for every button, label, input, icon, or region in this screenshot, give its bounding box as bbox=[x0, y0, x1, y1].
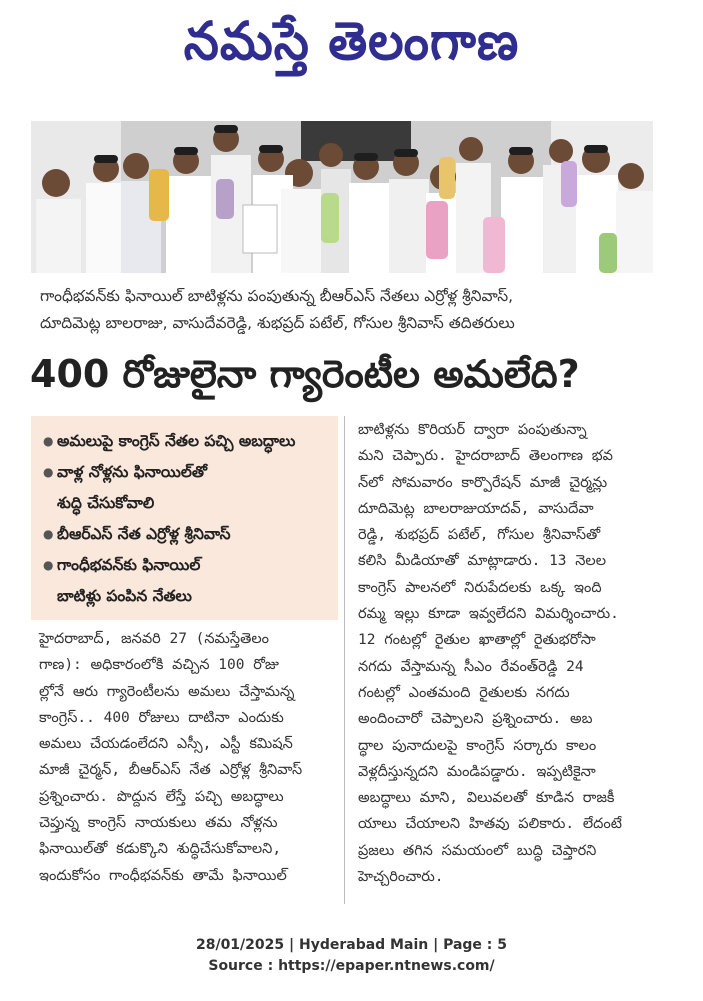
body-line: ప్రశ్నించారు. పొద్దున లేస్తే పచ్చి అబద్ధాలు bbox=[39, 788, 284, 805]
highlight-item bbox=[43, 550, 326, 581]
body-line: ద్ధాల పునాదులపై కాంగ్రెస్ సర్కారు కాలం bbox=[358, 737, 597, 754]
bullet-icon: ● bbox=[43, 527, 54, 541]
bullet-icon: ● bbox=[43, 558, 54, 572]
body-line: బాటిళ్లను కొరియర్ ద్వారా పంపుతున్నా bbox=[358, 422, 587, 438]
body-line: గాణ): అధికారంలోకి వచ్చిన 100 రోజు bbox=[39, 657, 279, 674]
highlights-box bbox=[31, 416, 338, 620]
body-line: కలిసి మీడియాతో మాట్లాడారు. 13 నెలల bbox=[358, 553, 606, 570]
highlight-item bbox=[43, 519, 326, 550]
body-line: వెళ్లదీస్తున్నదని మండిపడ్డారు. ఇప్పటికైనా bbox=[358, 763, 596, 780]
highlight-text: బాటిళ్లు పంపిన నేతలు bbox=[57, 587, 192, 605]
body-line: రెడ్డి, శుభప్రద్ పటేల్, గోసుల శ్రీనివాస్‌తో bbox=[358, 527, 601, 544]
body-line: ల్లోనే ఆరు గ్యారెంటీలను అమలు చేస్తామన్న bbox=[39, 683, 295, 700]
highlight-text: అమలుపై కాంగ్రెస్ నేతల పచ్చి అబద్ధాలు bbox=[57, 432, 296, 450]
body-line: మని చెప్పారు. హైదరాబాద్ తెలంగాణ భవ bbox=[358, 448, 613, 465]
column-divider bbox=[344, 416, 345, 904]
body-line: 12 గంటల్లో రైతుల ఖాతాల్లో రైతుభరోసా bbox=[358, 632, 596, 649]
body-line: నగదు వేస్తామన్న సీఎం రేవంత్‌రెడ్డి 24 bbox=[358, 658, 584, 675]
group-of-leaders-photo bbox=[31, 121, 653, 273]
body-line: ఫినాయిల్‌తో కడుక్కొని శుద్ధిచేసుకోవాలని, bbox=[39, 841, 282, 858]
body-line: మాజీ చైర్మన్, బీఆర్ఎస్ నేత ఎర్రోళ్ల శ్రీనివాస్ bbox=[39, 762, 303, 779]
newspaper-masthead: నమస్తే తెలంగాణ bbox=[183, 9, 520, 72]
body-line: కాంగ్రెస్ పాలనలో నిరుపేదలకు ఒక్క ఇంది bbox=[358, 579, 602, 596]
news-photo bbox=[31, 121, 653, 273]
highlight-text: శుద్ధి చేసుకోవాలి bbox=[57, 494, 155, 512]
body-line: ఇందుకోసం గాంధీభవన్‌కు తామే ఫినాయిల్ bbox=[39, 867, 287, 884]
body-line: కాంగ్రెస్.. 400 రోజులు దాటినా ఎందుకు bbox=[39, 709, 284, 726]
body-line: రమ్మ ఇల్లు కూడా ఇవ్వలేదని విమర్శించారు. bbox=[358, 606, 619, 623]
photo-caption-line: గాంధీభవన్‌కు ఫినాయిల్ బాటిళ్లను పంపుతున్న బీఆర్ఎస్ నేతలు ఎర్రోళ్ల శ్రీనివాస్, bbox=[40, 287, 514, 305]
highlight-item bbox=[43, 457, 326, 488]
body-line: యాలు చేయాలని హితవు పలికారు. లేదంటే bbox=[358, 816, 622, 833]
body-line: చెప్తున్న కాంగ్రెస్ నాయకులు తమ నోళ్లను bbox=[39, 815, 278, 832]
body-line: దూదిమెట్ల బాలరాజుయాదవ్, వాసుదేవా bbox=[358, 500, 594, 517]
edition-info: 28/01/2025 | Hyderabad Main | Page : 5 bbox=[195, 937, 508, 953]
page-footer bbox=[0, 935, 703, 977]
body-line: అందించారో చెప్పాలని ప్రశ్నించారు. అబ bbox=[358, 711, 593, 728]
highlight-item-continued bbox=[43, 581, 326, 612]
highlight-text: వాళ్ల నోళ్లను ఫినాయిల్‌తో bbox=[57, 463, 207, 481]
body-line: న్‌లో సోమవారం కార్పొరేషన్ మాజీ చైర్మన్లు bbox=[358, 474, 608, 491]
photo-caption bbox=[40, 283, 670, 337]
highlight-item bbox=[43, 426, 326, 457]
article-headline: 400 రోజులైనా గ్యారెంటీల అమలేది? bbox=[30, 352, 580, 396]
article-column-1 bbox=[39, 626, 339, 889]
body-line: అమలు చేయడంలేదని ఎస్సీ, ఎస్టీ కమిషన్ bbox=[39, 736, 293, 753]
body-line: హెచ్చరించారు. bbox=[358, 869, 444, 886]
article-column-2 bbox=[358, 417, 662, 890]
body-line: అబద్ధాలు మాని, విలువలతో కూడిన రాజకీ bbox=[358, 790, 615, 807]
body-line: గంటల్లో ఎంతమంది రైతులకు నగదు bbox=[358, 684, 570, 701]
highlight-item-continued bbox=[43, 488, 326, 519]
bullet-icon: ● bbox=[43, 465, 54, 479]
bullet-icon: ● bbox=[43, 434, 54, 448]
body-line: హైదరాబాద్, జనవరి 27 (నమస్తేతెలం bbox=[39, 631, 269, 647]
photo-caption-line: దూదిమెట్ల బాలరాజు, వాసుదేవరెడ్డి, శుభప్రద్ పటేల్, గోసుల శ్రీనివాస్ తదితరులు bbox=[40, 314, 515, 332]
body-line: ప్రజలు తగిన సమయంలో బుద్ధి చెప్తారని bbox=[358, 842, 597, 859]
source-link[interactable]: Source : https://epaper.ntnews.com/ bbox=[208, 958, 495, 974]
highlight-text: బీఆర్ఎస్ నేత ఎర్రోళ్ల శ్రీనివాస్ bbox=[57, 525, 231, 543]
highlight-text: గాంధీభవన్‌కు ఫినాయిల్ bbox=[57, 556, 201, 574]
